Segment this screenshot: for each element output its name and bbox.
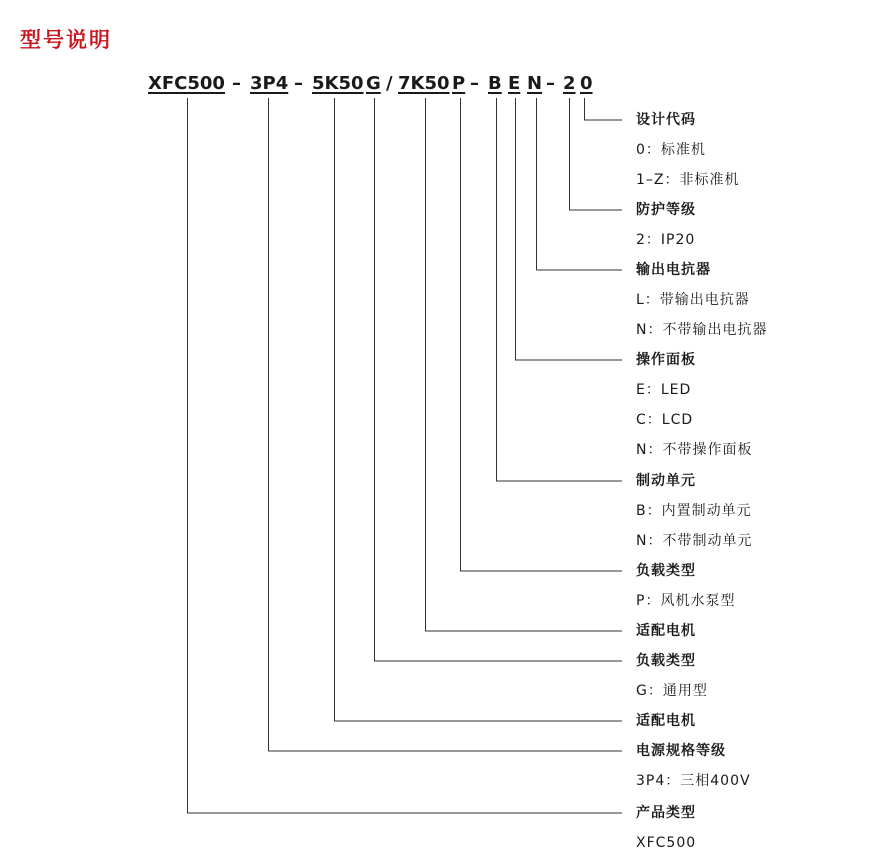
label-panel-e: E：LED: [636, 382, 692, 398]
label-design-code-1z: 1–Z：非标准机: [636, 172, 740, 188]
label-load-type-g: 负载类型: [636, 653, 696, 669]
label-reactor-n: N：不带输出电抗器: [636, 322, 768, 338]
connector-product-type: [188, 98, 623, 813]
code-segment-brake-unit: B: [488, 73, 502, 94]
page-title: 型号说明: [20, 28, 112, 52]
code-separator: –: [294, 73, 303, 94]
label-power-spec: 电源规格等级: [636, 743, 726, 759]
code-separator: –: [546, 73, 555, 94]
code-separator: –: [232, 73, 241, 94]
code-separator: –: [470, 73, 479, 94]
code-segment-protection: 2: [563, 73, 576, 94]
label-brake-unit: 制动单元: [636, 473, 696, 489]
label-motor-g: 适配电机: [636, 713, 696, 729]
label-brake-unit-b: B：内置制动单元: [636, 503, 752, 519]
label-product-type: 产品类型: [636, 805, 696, 821]
connector-protection: [570, 98, 623, 210]
connector-load-type-g: [375, 98, 623, 661]
code-segment-panel: E: [508, 73, 521, 94]
code-segment-reactor: N: [527, 73, 543, 94]
connector-power-spec: [269, 98, 623, 751]
connector-panel: [516, 98, 623, 360]
code-segment-load-type-p: P: [452, 73, 466, 94]
code-segment-motor-g: 5K50: [312, 73, 364, 94]
code-segment-product-type: XFC500: [148, 73, 225, 94]
connector-motor-g: [335, 98, 623, 721]
connector-reactor: [537, 98, 623, 270]
code-segment-design-code: 0: [580, 73, 593, 94]
connector-design-code: [585, 98, 623, 120]
label-protection: 防护等级: [636, 202, 696, 218]
code-separator: /: [386, 73, 393, 94]
label-panel-n: N：不带操作面板: [636, 442, 753, 458]
label-panel: 操作面板: [636, 352, 696, 368]
label-panel-c: C：LCD: [636, 412, 694, 428]
label-load-type-p: 负载类型: [636, 563, 696, 579]
label-motor-p: 适配电机: [636, 623, 696, 639]
label-power-spec-value: 3P4：三相400V: [636, 773, 751, 789]
label-reactor: 输出电抗器: [636, 262, 711, 278]
label-load-type-g-value: G：通用型: [636, 683, 708, 699]
label-design-code: 设计代码: [636, 112, 696, 128]
connector-motor-p: [426, 98, 623, 631]
code-segment-power-spec: 3P4: [250, 73, 289, 94]
label-protection-ip20: 2：IP20: [636, 232, 696, 248]
label-product-type-value: XFC500: [636, 835, 697, 851]
label-brake-unit-n: N：不带制动单元: [636, 533, 753, 549]
label-reactor-l: L：带输出电抗器: [636, 292, 750, 308]
label-load-type-p-value: P：风机水泵型: [636, 593, 736, 609]
code-segment-load-type-g: G: [366, 73, 381, 94]
connector-load-type-p: [461, 98, 623, 571]
label-design-code-0: 0：标准机: [636, 142, 706, 158]
code-segment-motor-p: 7K50: [398, 73, 450, 94]
